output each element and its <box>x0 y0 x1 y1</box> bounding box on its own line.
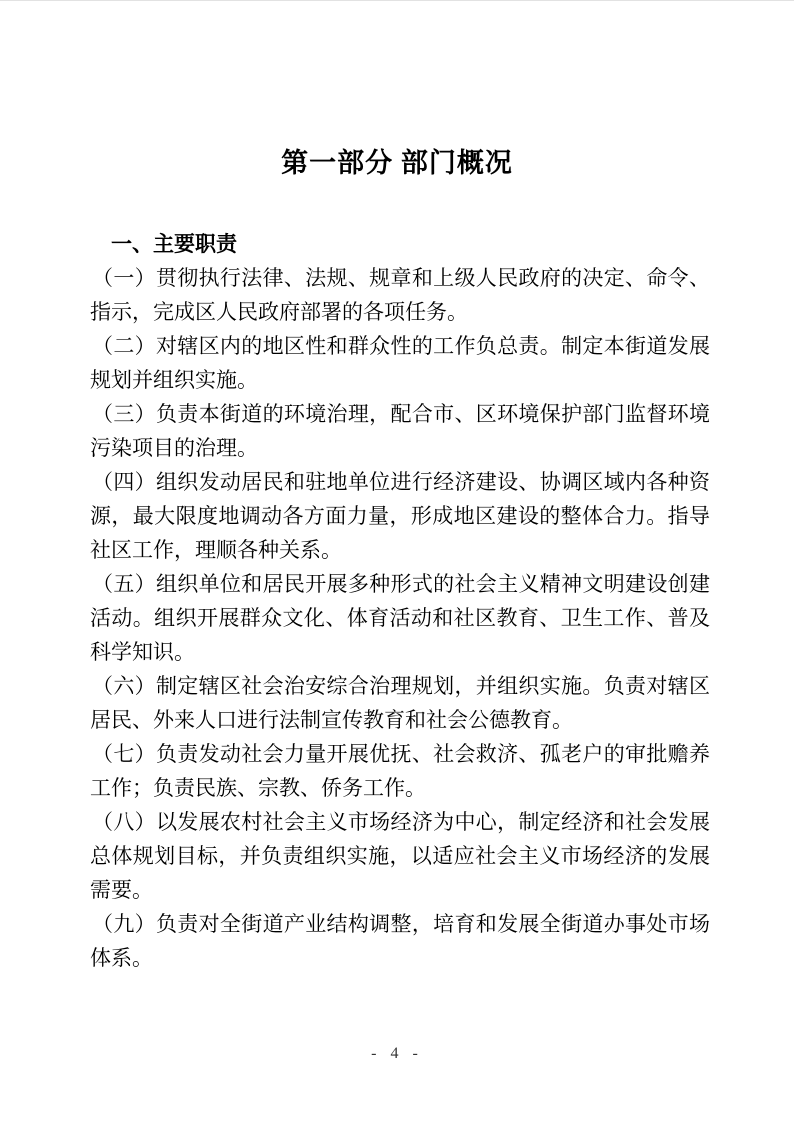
page-number: - 4 - <box>371 1045 423 1062</box>
paragraph-duty-5: （五）组织单位和居民开展多种形式的社会主义精神文明建设创建活动。组织开展群众文化、体育活动和社区教育、卫生工作、普及科学知识。 <box>90 572 710 664</box>
document-body <box>90 227 710 975</box>
paragraph-duty-8: （八）以发展农村社会主义市场经济为中心，制定经济和社会发展总体规划目标，并负责组织实施，以适应社会主义市场经济的发展需要。 <box>90 810 710 902</box>
paragraph-duty-6: （六）制定辖区社会治安综合治理规划，并组织实施。负责对辖区居民、外来人口进行法制宣传教育和社会公德教育。 <box>90 674 710 732</box>
paragraph-duty-1: （一）贯彻执行法律、法规、规章和上级人民政府的决定、命令、指示，完成区人民政府部署的各项任务。 <box>90 266 710 324</box>
paragraph-duty-3: （三）负责本街道的环境治理，配合市、区环境保护部门监督环境污染项目的治理。 <box>90 402 710 460</box>
section-heading: 一、主要职责 <box>111 232 237 256</box>
paragraph-duty-7: （七）负责发动社会力量开展优抚、社会救济、孤老户的审批赡养工作；负责民族、宗教、侨务工作。 <box>90 742 710 800</box>
paragraph-duty-9: （九）负责对全街道产业结构调整，培育和发展全街道办事处市场体系。 <box>90 912 710 970</box>
page-title: 第一部分 部门概况 <box>281 148 513 178</box>
paragraph-duty-2: （二）对辖区内的地区性和群众性的工作负总责。制定本街道发展规划并组织实施。 <box>90 334 710 392</box>
paragraph-duty-4: （四）组织发动居民和驻地单位进行经济建设、协调区域内各种资源，最大限度地调动各方面力量，形成地区建设的整体合力。指导社区工作，理顺各种关系。 <box>90 470 710 562</box>
